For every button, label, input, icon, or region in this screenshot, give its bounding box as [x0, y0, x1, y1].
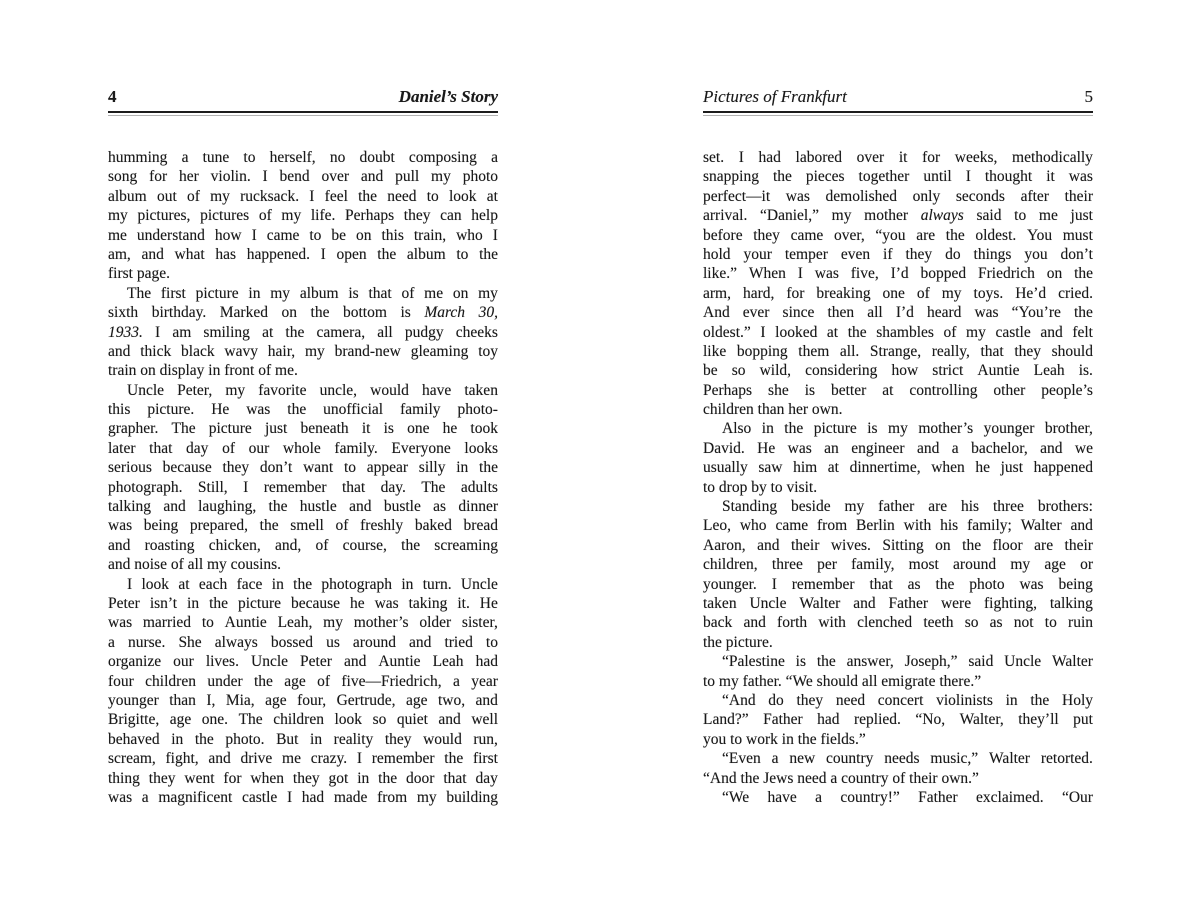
- text-line: and roasting chicken, and, of course, the screaming: [108, 536, 498, 554]
- text-line: Perhaps she is better at controlling other people’s: [703, 381, 1093, 399]
- text-line: oldest.” I looked at the shambles of my castle and felt: [703, 323, 1093, 341]
- text-line: was a magnificent castle I had made from my building: [108, 788, 498, 806]
- left-page: [108, 86, 498, 807]
- text-line: And ever since then all I’d heard was “You’re the: [703, 304, 1093, 322]
- text-line: taken Uncle Walter and Father were fighting, talking: [703, 594, 1093, 612]
- left-page-number: 4: [108, 87, 117, 106]
- right-page-body: [703, 148, 1093, 807]
- text-line: set. I had labored over it for weeks, methodically: [703, 149, 1093, 166]
- right-page-number: 5: [1084, 87, 1093, 106]
- text-line: me understand how I came to be on this train, who I: [108, 226, 498, 244]
- right-page-header: [703, 86, 1093, 107]
- text-line: to my father. “We should all emigrate there.”: [703, 672, 982, 690]
- text-line: before they came over, “you are the oldest. You must: [703, 226, 1093, 244]
- text-line: perfect—it was demolished only seconds after their: [703, 187, 1093, 205]
- text-line: thing they went for when they got in the door that day: [108, 769, 498, 787]
- text-line: was married to Auntie Leah, my mother’s older sister,: [108, 614, 498, 632]
- text-line: like bopping them all. Strange, really, that they should: [703, 342, 1093, 360]
- text-line: photograph. Still, I remember that day. The adults: [108, 478, 498, 496]
- text-line: I look at each face in the photograph in turn. Uncle: [127, 575, 498, 593]
- text-line: Land?” Father had replied. “No, Walter, they’ll put: [703, 711, 1093, 729]
- text-line: The first picture in my album is that of me on my: [127, 284, 498, 302]
- text-line: organize our lives. Uncle Peter and Auntie Leah had: [108, 653, 498, 671]
- text-line: Standing beside my father are his three brothers:: [722, 498, 1093, 516]
- text-line: like.” When I was five, I’d bopped Friedrich on the: [703, 265, 1093, 283]
- text-line: song for her violin. I bend over and pull my photo: [108, 168, 498, 186]
- text-line: album out of my rucksack. I feel the need to look at: [108, 187, 498, 205]
- text-line: first page.: [108, 265, 170, 283]
- text-line: “And do they need concert violinists in the Holy: [722, 691, 1093, 709]
- text-line: children than her own.: [703, 401, 843, 419]
- text-line: my pictures, pictures of my life. Perhaps they can help: [108, 207, 498, 225]
- left-running-head: Daniel’s Story: [398, 87, 498, 106]
- text-line: talking and laughing, the hustle and bustle as dinner: [108, 498, 498, 516]
- text-line: am, and what has happened. I open the album to the: [108, 245, 498, 263]
- text-line: 1933. I am smiling at the camera, all pudgy cheeks: [108, 323, 498, 341]
- text-line: serious because they don’t want to appear silly in the: [108, 459, 498, 477]
- text-line: later that day of our whole family. Everyone looks: [108, 439, 498, 457]
- text-line: and noise of all my cousins.: [108, 556, 282, 574]
- text-line: was being prepared, the smell of freshly baked bread: [108, 517, 498, 535]
- text-line: train on display in front of me.: [108, 362, 298, 380]
- text-line: hold your temper even if they do things you don’t: [703, 245, 1093, 263]
- text-line: Uncle Peter, my favorite uncle, would have taken: [127, 381, 498, 399]
- text-line: younger than I, Mia, age four, Gertrude, age two, and: [108, 691, 498, 709]
- text-line: the picture.: [703, 633, 773, 651]
- text-line: Peter isn’t in the picture because he was taking it. He: [108, 594, 498, 612]
- text-line: and thick black wavy hair, my brand-new gleaming toy: [108, 342, 498, 360]
- text-line: four children under the age of five—Friedrich, a year: [108, 672, 498, 690]
- text-line: a nurse. She always bossed us around and tried to: [108, 633, 498, 651]
- text-line: you to work in the fields.”: [703, 730, 866, 748]
- text-line: Leo, who came from Berlin with his family; Walter and: [703, 517, 1093, 535]
- text-line: “Even a new country needs music,” Walter retorted.: [722, 750, 1093, 768]
- text-line: arm, hard, for breaking one of my toys. He’d cried.: [703, 284, 1093, 302]
- text-line: younger. I remember that as the photo was being: [703, 575, 1093, 593]
- text-line: grapher. The picture just beneath it is one he took: [108, 420, 498, 438]
- text-line: “Palestine is the answer, Joseph,” said Uncle Walter: [722, 653, 1093, 671]
- text-line: Aaron, and their wives. Sitting on the floor are their: [703, 536, 1093, 554]
- left-page-header: [108, 86, 498, 107]
- text-line: snapping the pieces together until I thought it was: [703, 168, 1093, 186]
- right-running-head: Pictures of Frankfurt: [703, 87, 847, 106]
- text-line: “And the Jews need a country of their own.”: [703, 769, 979, 787]
- text-line: back and forth with clenched teeth so as not to ruin: [703, 614, 1093, 632]
- text-line: “We have a country!” Father exclaimed. “Our: [722, 788, 1093, 806]
- right-header-rule: [703, 111, 1093, 116]
- text-line: scream, fight, and drive me crazy. I remember the first: [108, 750, 498, 768]
- left-page-body: [108, 148, 498, 807]
- text-line: be so wild, considering how strict Auntie Leah is.: [703, 362, 1093, 380]
- text-line: sixth birthday. Marked on the bottom is March 30,: [108, 304, 498, 322]
- right-page: [703, 86, 1093, 807]
- text-line: to drop by to visit.: [703, 478, 818, 496]
- text-line: this picture. He was the unofficial family photo-: [108, 401, 498, 419]
- text-line: behaved in the photo. But in reality they would run,: [108, 730, 498, 748]
- text-line: humming a tune to herself, no doubt composing a: [108, 149, 498, 166]
- text-line: Brigitte, age one. The children look so quiet and well: [108, 711, 498, 729]
- left-header-rule: [108, 111, 498, 116]
- text-line: arrival. “Daniel,” my mother always said to me just: [703, 207, 1093, 225]
- text-line: children, three per family, most around my age or: [703, 556, 1093, 574]
- text-line: usually saw him at dinnertime, when he just happened: [703, 459, 1093, 477]
- text-line: Also in the picture is my mother’s younger brother,: [722, 420, 1093, 438]
- text-line: David. He was an engineer and a bachelor, and we: [703, 439, 1093, 457]
